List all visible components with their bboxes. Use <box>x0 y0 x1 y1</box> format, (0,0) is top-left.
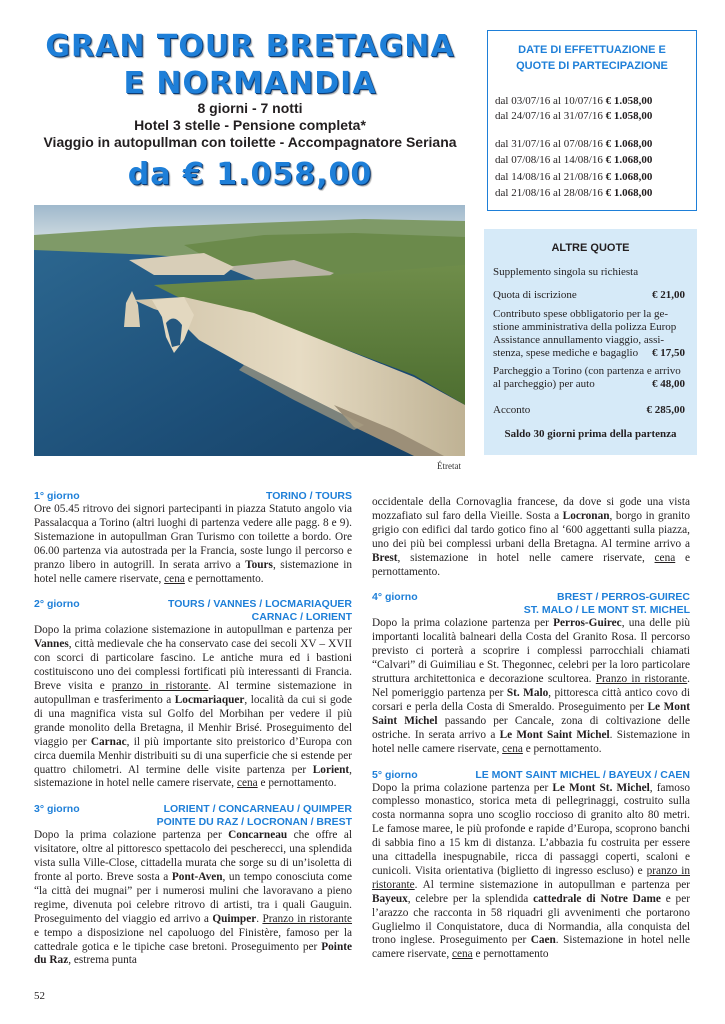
date-row: dal 07/08/16 al 14/08/16 € 1.068,00 <box>495 154 653 166</box>
day-number: 1° giorno <box>34 490 80 502</box>
day-route: TOURS / VANNES / LOCMARIAQUER <box>168 598 352 611</box>
itinerary-column-2 <box>372 496 690 962</box>
day-route: POINTE DU RAZ / LOCRONAN / BREST <box>156 816 352 829</box>
subtitle-transport: Viaggio in autopullman con toilette - Accompagnatore Seriana <box>43 134 457 150</box>
dates-header-line-2: QUOTE DI PARTECIPAZIONE <box>516 60 668 72</box>
day-number: 5° giorno <box>372 768 418 781</box>
day-route: ST. MALO / LE MONT ST. MICHEL <box>523 604 690 617</box>
day-3-header <box>34 803 352 829</box>
single-supplement: Supplemento singola su richiesta <box>493 266 639 278</box>
parking-amount: € 48,00 <box>652 378 685 390</box>
dates-header-line-1: DATE DI EFFETTUAZIONE E <box>518 44 666 56</box>
day-4-header <box>372 591 690 617</box>
title-line-2: E NORMANDIA <box>123 66 377 101</box>
balance-note: Saldo 30 giorni prima della partenza <box>504 428 677 440</box>
date-row: dal 03/07/16 al 10/07/16 € 1.058,00 <box>495 95 653 107</box>
day-1-header <box>34 490 352 503</box>
etretat-photo <box>34 205 465 456</box>
deposit-amount: € 285,00 <box>646 404 685 416</box>
day-2-header <box>34 598 352 624</box>
itinerary-column-1 <box>34 490 352 968</box>
page-number: 52 <box>34 990 45 1002</box>
day-2-text: Dopo la prima colazione sistemazione in autopullman e partenza per Vannes, città medievale che ha conservato case dei secoli XV – XVII con scorci di particolare fascino. Le antiche mura ed i bastioni costituiscono uno dei complessi fortificati più interessanti di Francia. Breve visita e pranzo in ristorante. Al termine sistemazione in autopullman e trasferimento a Locmariaquer, località da cui si gode di una magnifica vista sul Golfo del Morbihan per vedere il più grande monolito della Bretagna, il Menhir Brisé. Proseguimento del viaggio per Carnac, il più importante sito preistorico d’Europa con circa duemila Menhir distribuiti su di una superficie che si estende per quattro chilometri. Al termine delle visite partenza per Lorient, sistemazione in hotel nelle camere riservate, cena e pernottamento. <box>34 624 352 790</box>
date-row: dal 21/08/16 al 28/08/16 € 1.068,00 <box>495 187 653 199</box>
trip-subtitle <box>30 100 470 151</box>
insurance-amount: € 17,50 <box>652 347 685 359</box>
day-4-text: Dopo la prima colazione partenza per Perros-Guirec, una delle più importanti località balneari della Costa del Granito Rosa. Il percorso previsto ci porterà a scoprire i complessi parrocchiali chiamati “Calvari” di Guimiliau e St. Thegonnec, celebri per la loro particolare struttura architettonica e decorazione scultorea. Pranzo in ristorante. Nel pomeriggio partenza per St. Malo, pittoresca città antico covo di corsari e perla della Costa di Smeraldo. Proseguimento per Le Mont Saint Michel passando per Cancale, zona di coltivazione delle ostriche. In serata arrivo a Le Mont Saint Michel. Sistemazione in hotel nelle camere riservate, cena e pernottamento. <box>372 617 691 755</box>
day-route: BREST / PERROS-GUIREC <box>556 591 690 604</box>
fees-header: ALTRE QUOTE <box>551 242 630 254</box>
day-number: 3° giorno <box>34 803 80 816</box>
dates-header <box>488 31 696 74</box>
day-3-text: Dopo la prima colazione partenza per Concarneau che offre al visitatore, oltre al pittoresco spettacolo dei pescherecci, una splendida vista sulla Ville-Close, cittadella murata che sorge su di un’isoletta di fronte al porto. Breve sosta a Pont-Aven, un tempo conosciuta come “la città dei mugnai” per i numerosi mulini che lavoravano a pieno regime, divenuta poi celebre ritrovo di artisti, tra i quali Gauguin. Proseguimento del viaggio ed arrivo a Quimper. Pranzo in ristorante e tempo a disposizione nel capoluogo del Finistère, famoso per la cattedrale gotica e le tipiche case bretoni. Proseguimento per Pointe du Raz, estrema punta <box>34 829 353 967</box>
page-title <box>30 28 470 102</box>
date-row: dal 24/07/16 al 31/07/16 € 1.058,00 <box>495 110 653 122</box>
day-route: LE MONT SAINT MICHEL / BAYEUX / CAEN <box>475 768 690 781</box>
subtitle-duration: 8 giorni - 7 notti <box>197 100 303 116</box>
registration-fee: Quota di iscrizione € 21,00 <box>493 289 685 301</box>
starting-price: da € 1.058,00 <box>127 157 373 192</box>
registration-amount: € 21,00 <box>652 289 685 301</box>
date-row: dal 31/07/16 al 07/08/16 € 1.068,00 <box>495 138 653 150</box>
parking-fee: Parcheggio a Torino (con partenza e arrivo al parcheggio) per auto € 48,00 <box>493 365 685 390</box>
deposit: Acconto € 285,00 <box>493 404 685 416</box>
insurance-fee: Contributo spese obbligatorio per la ge- stione amministrativa della polizza Europ Assistance annullamento viaggio, assi- stenza, spese mediche e bagaglio € 17,50 <box>493 308 685 359</box>
day-route: CARNAC / LORIENT <box>251 611 352 624</box>
day-5-header <box>372 769 690 782</box>
date-row: dal 14/08/16 al 21/08/16 € 1.068,00 <box>495 171 653 183</box>
day-route: LORIENT / CONCARNEAU / QUIMPER <box>163 803 352 816</box>
title-line-1: GRAN TOUR BRETAGNA <box>45 29 455 64</box>
day-5-text: Dopo la prima colazione partenza per Le Mont St. Michel, famoso complesso monastico, storica meta di pellegrinaggi, costruito sulla costa normanna sopra uno scoglio roccioso di granito alto 80 metri. Le famose maree, le più profonde e rapide d’Europa, scoprono banchi di sabbia fino a 15 km di distanza. L’abbazia fu costruita per essere una cittadella inespugnabile, ricca di passaggi coperti, scaloni e cunicoli. Visita orientativa (biglietto di ingresso escluso) e pranzo in ristorante. Al termine sistemazione in autopullman e partenza per Bayeux, celebre per la splendida cattedrale di Notre Dame e per l’arazzo che racconta in 58 riquadri gli avvenimenti che portarono Guglielmo il Conquistatore, duca di Normandia, alla conquista del trono inglese. Proseguimento per Caen. Sistemazione in hotel nelle camere riservate, cena e pernottamento <box>372 781 690 961</box>
day-number: 2° giorno <box>34 598 80 611</box>
other-fees-box <box>484 229 697 455</box>
day-number: 4° giorno <box>372 591 418 604</box>
day-3-text-continued: occidentale della Cornovaglia francese, da dove si gode una vista mozzafiato sul faro della Vieille. Sosta a Locronan, borgo in granito grigio con edifici dal tardo gotico fino al ‘600 aggettanti sulla piazza, uno dei più bei complessi urbani della Bretagna. Al termine arrivo a Brest, sistemazione in hotel nelle camere riservate, cena e pernottamento. <box>372 496 691 578</box>
subtitle-hotel: Hotel 3 stelle - Pensione completa* <box>134 117 366 133</box>
dates-and-prices-box <box>487 30 697 211</box>
photo-caption: Étretat <box>437 461 461 471</box>
day-1-text: Ore 05.45 ritrovo dei signori partecipanti in piazza Statuto angolo via Passalacqua a Torino (altri luoghi di partenza vedere alle pagg. 8 e 9). Sistemazione in autopullman Gran Turismo con toilette a bordo. Ore 06.00 partenza via autostrada per la Francia, soste lungo il percorso e pranzo libero in autogrill. In serata arrivo a Tours, sistemazione in hotel nelle camere riservate, cena e pernottamento. <box>34 503 352 585</box>
day-route: TORINO / TOURS <box>266 490 352 502</box>
